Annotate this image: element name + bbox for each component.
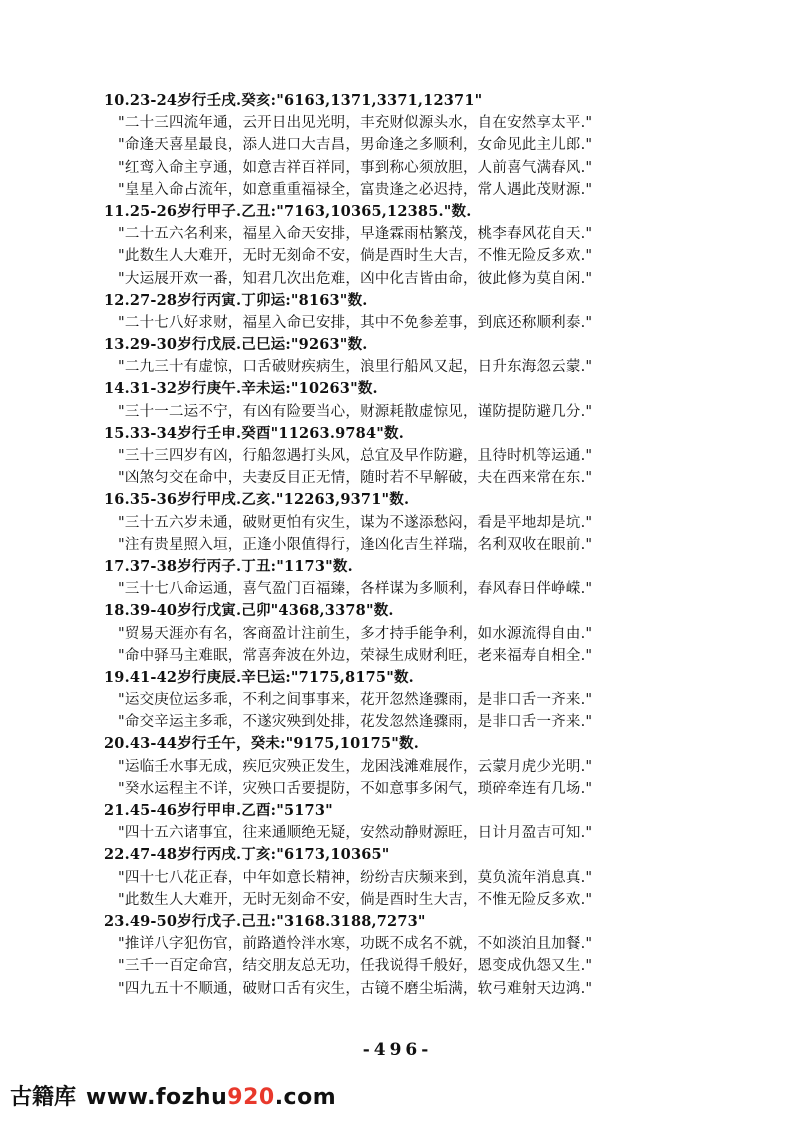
verse-line: "四九五十不顺通，破财口舌有灾生，古镜不磨尘垢满，软弓难射天边鸿." <box>118 980 593 997</box>
age-heading: 18.39-40岁行戊寅.己卯"4368,3378"数. <box>104 602 394 620</box>
verse-line: "大运展开欢一番，知君几次出危难，凶中化吉皆由命，彼此修为莫自闲." <box>118 270 593 287</box>
verse-line: "三十五六岁未通，破财更怕有灾生，谋为不遂添愁闷，看是平地却是坑." <box>118 514 593 531</box>
verse-line: "注有贵星照入垣，正逢小限值得行，逢凶化吉生祥瑞，名利双收在眼前." <box>118 536 593 553</box>
age-heading: 22.47-48岁行丙戌.丁亥:"6173,10365" <box>104 846 390 864</box>
verse-line: "癸水运程主不详，灾殃口舌要提防，不如意事多闲气，琐碎牵连有几场." <box>118 780 593 797</box>
text-body <box>100 90 700 1000</box>
verse-line: "此数生人大难开，无时无刻命不安，倘是酉时生大吉，不惟无险反多欢." <box>118 248 593 265</box>
age-heading: 12.27-28岁行丙寅.丁卯运:"8163"数. <box>104 291 368 309</box>
verse-line: "命逢天喜星最良，添人进口大吉昌，男命逢之多顺利，女命见此主儿郎." <box>118 137 593 154</box>
watermark-site-suffix: .com <box>274 1085 337 1110</box>
site-watermark <box>10 1080 336 1111</box>
page-number: -496- <box>362 1040 433 1060</box>
age-heading: 13.29-30岁行戊辰.己巳运:"9263"数. <box>104 336 368 354</box>
watermark-site <box>86 1085 336 1110</box>
verse-line: "命交辛运主多乖，不遂灾殃到处排，花发忽然逢骤雨，是非口舌一齐来." <box>118 714 593 731</box>
verse-line: "四十五六诸事宜，往来通顺绝无疑，安然动静财源旺，日计月盈吉可知." <box>118 825 593 842</box>
verse-line: "四十七八花正春，中年如意长精神，纷纷吉庆频来到，莫负流年消息真." <box>118 869 593 886</box>
age-heading: 16.35-36岁行甲戌.乙亥."12263,9371"数. <box>104 491 410 509</box>
verse-line: "命中驿马主难眠，常喜奔波在外边，荣禄生成财利旺，老来福寿自相全." <box>118 647 593 664</box>
verse-line: "推详八字犯伤官，前路遒怜泮水寒，功既不成名不就，不如淡泊且加餐." <box>118 936 593 953</box>
verse-line: "二十五六名利来，福星入命天安排，早逢霖雨枯繁茂，桃李春风花自天." <box>118 226 593 243</box>
verse-line: "二十七八好求财，福星入命已安排，其中不免参差事，到底还称顺利泰." <box>118 314 593 331</box>
age-heading: 23.49-50岁行戊子.己丑:"3168.3188,7273" <box>104 912 426 930</box>
verse-line: "皇星入命占流年，如意重重福禄全，富贵逢之必迟持，常人遇此茂财源." <box>118 181 593 198</box>
verse-line: "三千一百定命宫，结交朋友总无功，任我说得千般好，恩变成仇怨又生." <box>118 958 593 975</box>
age-heading: 11.25-26岁行甲子.乙丑:"7163,10365,12385."数. <box>104 202 472 220</box>
age-heading: 19.41-42岁行庚辰.辛巳运:"7175,8175"数. <box>104 668 414 686</box>
verse-line: "凶煞匀交在命中，夫妻反目正无情，随时若不早解破，夫在西来常在东." <box>118 470 593 487</box>
age-heading: 17.37-38岁行丙子.丁丑:"1173"数. <box>104 557 353 575</box>
age-heading: 14.31-32岁行庚午.辛未运:"10263"数. <box>104 380 378 398</box>
age-heading: 15.33-34岁行壬申.癸酉"11263.9784"数. <box>104 424 404 442</box>
verse-line: "此数生人大难开，无时无刻命不安，倘是酉时生大吉，不惟无险反多欢." <box>118 891 593 908</box>
verse-line: "红鸾入命主亨通，如意吉祥百祥同，事到称心须放胆，人前喜气满春风." <box>118 159 593 176</box>
verse-line: "三十一二运不宁，有凶有险要当心，财源耗散虚惊见，谨防提防避几分." <box>118 403 593 420</box>
verse-line: "运交庚位运多乖，不利之间事事来，花开忽然逢骤雨，是非口舌一齐来." <box>118 692 593 709</box>
watermark-cn: 古籍库 <box>10 1085 77 1110</box>
age-heading: 20.43-44岁行壬午，癸未:"9175,10175"数. <box>104 735 419 753</box>
verse-line: "贸易天涯亦有名，客商盈计注前生，多才持手能争利，如水源流得自由." <box>118 625 593 642</box>
verse-line: "三十七八命运通，喜气盈门百福臻，各样谋为多顺利，春风春日伴峥嵘." <box>118 581 593 598</box>
verse-line: "运临壬水事无成，疾厄灾殃正发生，龙困浅滩难展作，云蒙月虎少光明." <box>118 758 593 775</box>
watermark-site-digits: 920 <box>227 1085 275 1110</box>
verse-line: "二十三四流年通，云开日出见光明，丰充财似源头水，自在安然享太平." <box>118 115 593 132</box>
age-heading: 10.23-24岁行壬戌.癸亥:"6163,1371,3371,12371" <box>104 92 483 109</box>
age-heading: 21.45-46岁行甲申.乙酉:"5173" <box>104 802 333 819</box>
verse-line: "二九三十有虚惊，口舌破财疾病生，浪里行船风又起，日升东海忽云蒙." <box>118 359 593 376</box>
verse-line: "三十三四岁有凶，行船忽遇打头风，总宜及早作防避，且待时机等运通." <box>118 448 593 464</box>
watermark-site-prefix: www.fozhu <box>86 1085 228 1110</box>
